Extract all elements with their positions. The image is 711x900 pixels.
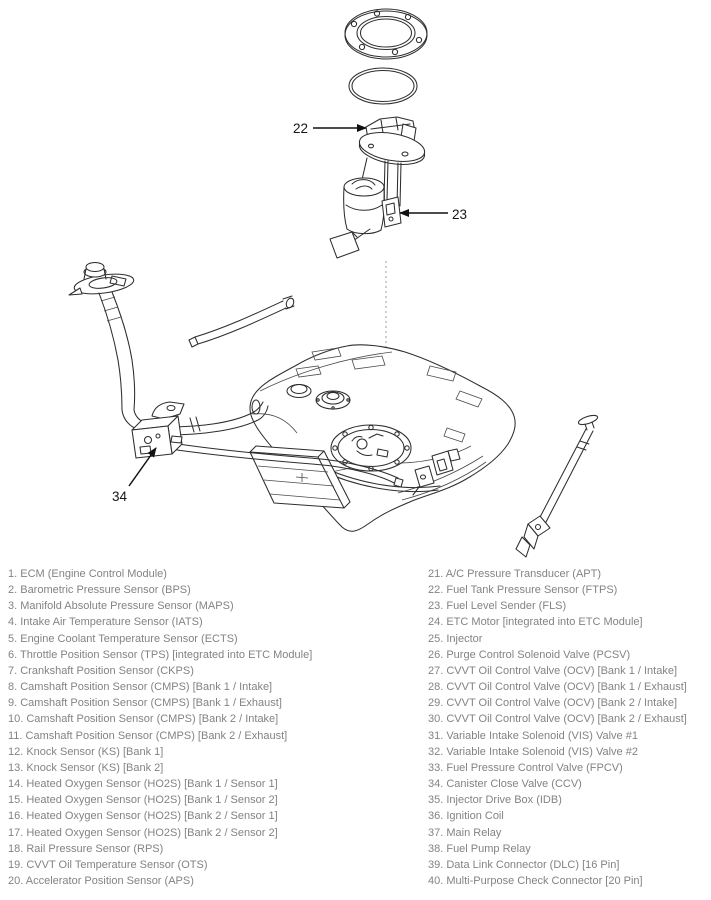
legend-item: 31. Variable Intake Solenoid (VIS) Valve #1 [428,729,638,742]
legend-item: 19. CVVT Oil Temperature Sensor (OTS) [8,858,208,871]
callout-23 [400,207,467,222]
legend-item: 15. Heated Oxygen Sensor (HO2S) [Bank 1 / Sensor 2] [8,794,278,807]
fuel-pump-module-drawing [330,117,427,258]
legend-item: 22. Fuel Tank Pressure Sensor (FTPS) [428,584,618,597]
legend-item: 40. Multi-Purpose Check Connector [20 Pin] [428,874,643,887]
legend-item: 5. Engine Coolant Temperature Sensor (ECTS) [8,632,238,645]
vent-port-drawing [287,385,311,398]
legend-item: 3. Manifold Absolute Pressure Sensor (MAPS) [8,600,234,613]
lock-ring-drawing [345,9,427,59]
legend-item: 7. Crankshaft Position Sensor (CKPS) [8,664,194,677]
legend-item: 37. Main Relay [428,826,502,839]
legend-item: 11. Camshaft Position Sensor (CMPS) [Bank 2 / Exhaust] [8,729,288,742]
legend-item: 24. ETC Motor [integrated into ETC Module] [428,616,643,629]
filler-port-drawing [316,391,350,409]
canister-close-valve-drawing [132,416,182,458]
legend-item: 39. Data Link Connector (DLC) [16 Pin] [428,858,620,871]
legend-item: 8. Camshaft Position Sensor (CMPS) [Bank 1 / Intake] [8,681,273,694]
legend-item: 32. Variable Intake Solenoid (VIS) Valve #2 [428,745,638,758]
callout-22-label: 22 [293,121,309,136]
legend-item: 33. Fuel Pressure Control Valve (FPCV) [428,761,623,774]
callout-23-label: 23 [452,207,468,222]
callout-34-label: 34 [112,489,128,504]
legend-item: 34. Canister Close Valve (CCV) [428,778,582,791]
legend-item: 35. Injector Drive Box (IDB) [428,794,562,807]
legend-item: 20. Accelerator Position Sensor (APS) [8,874,194,887]
o-ring-drawing [349,68,417,104]
legend-item: 27. CVVT Oil Control Valve (OCV) [Bank 1 / Intake] [428,664,678,677]
callout-22 [293,121,366,136]
callout-34 [112,448,156,504]
legend-item: 21. A/C Pressure Transducer (APT) [428,568,602,580]
parts-legend [8,566,708,889]
legend-item: 13. Knock Sensor (KS) [Bank 2] [8,761,164,774]
legend-item: 12. Knock Sensor (KS) [Bank 1] [8,745,164,758]
legend-column-right [428,566,708,889]
fuel-tank-drawing [250,345,515,531]
legend-item: 6. Throttle Position Sensor (TPS) [integrated into ETC Module] [8,648,313,661]
legend-item: 38. Fuel Pump Relay [428,842,531,855]
legend-item: 14. Heated Oxygen Sensor (HO2S) [Bank 1 / Sensor 1] [8,778,278,791]
pump-mounting-ring-drawing [331,425,411,471]
legend-item: 28. CVVT Oil Control Valve (OCV) [Bank 1 / Exhaust] [428,681,687,694]
legend-item: 18. Rail Pressure Sensor (RPS) [8,842,164,855]
legend-item: 2. Barometric Pressure Sensor (BPS) [8,584,191,597]
legend-item: 10. Camshaft Position Sensor (CMPS) [Bank 2 / Intake] [8,713,279,726]
legend-item: 1. ECM (Engine Control Module) [8,568,167,580]
legend-item: 36. Ignition Coil [428,810,504,823]
legend-column-left [8,566,428,889]
legend-item: 17. Heated Oxygen Sensor (HO2S) [Bank 2 / Sensor 2] [8,826,278,839]
tank-strap-drawing [516,414,599,557]
legend-item: 16. Heated Oxygen Sensor (HO2S) [Bank 2 / Sensor 1] [8,810,278,823]
legend-item: 26. Purge Control Solenoid Valve (PCSV) [428,648,631,661]
legend-item: 23. Fuel Level Sender (FLS) [428,600,567,613]
legend-item: 4. Intake Air Temperature Sensor (IATS) [8,616,203,629]
legend-item: 29. CVVT Oil Control Valve (OCV) [Bank 2 / Intake] [428,697,678,710]
legend-item: 25. Injector [428,632,483,645]
legend-item: 9. Camshaft Position Sensor (CMPS) [Bank 1 / Exhaust] [8,697,282,710]
legend-item: 30. CVVT Oil Control Valve (OCV) [Bank 2 / Exhaust] [428,713,687,726]
